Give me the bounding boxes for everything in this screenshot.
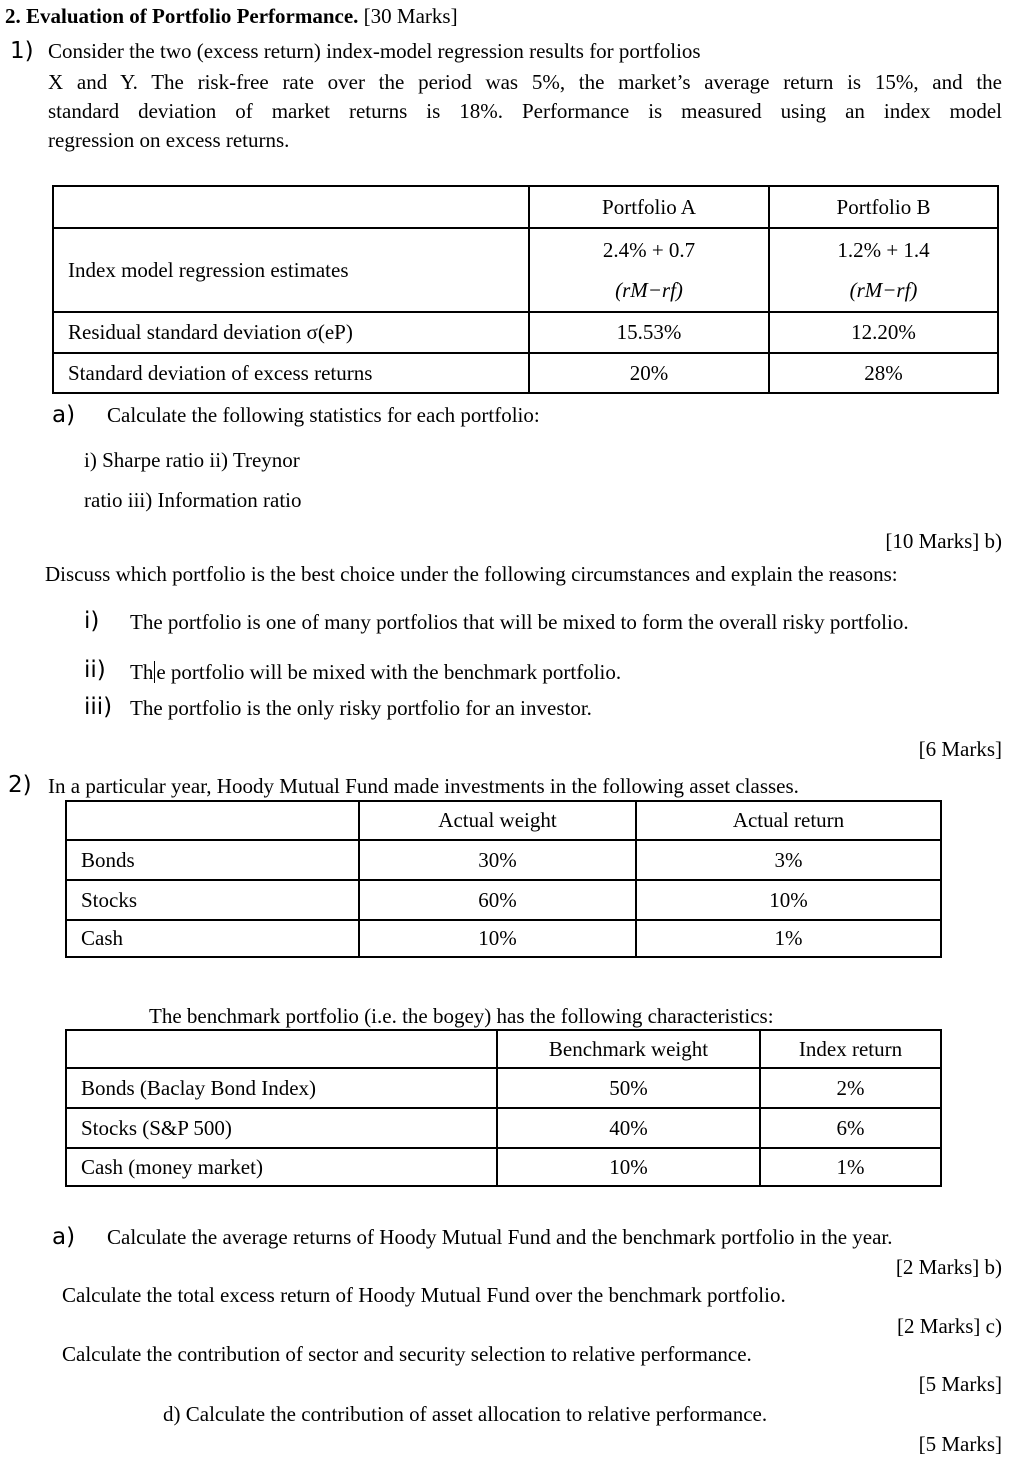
question-b-iii-text: The portfolio is the only risky portfolio for an investor. bbox=[130, 696, 592, 720]
header-benchmark-weight: Benchmark weight bbox=[497, 1030, 760, 1068]
question-a-item2: ratio iii) Information ratio bbox=[84, 488, 302, 512]
question-b-iii-num: iii) bbox=[84, 694, 113, 720]
asset-name: Cash bbox=[66, 920, 359, 957]
asset-weight: 30% bbox=[359, 840, 636, 880]
benchmark-asset: Stocks (S&P 500) bbox=[66, 1108, 497, 1148]
table-header-row bbox=[66, 1030, 941, 1068]
section-header bbox=[5, 6, 458, 27]
section-title: 2. Evaluation of Portfolio Performance. bbox=[5, 4, 359, 28]
asset-return: 1% bbox=[636, 920, 941, 957]
question-b-i-num: i) bbox=[84, 608, 100, 634]
question-b-ii-num: ii) bbox=[84, 657, 106, 683]
subq-b-marks: [2 Marks] c) bbox=[897, 1314, 1002, 1338]
part1-line3: standard deviation of market returns is 18%. Performance is measured using an index model bbox=[48, 99, 1002, 123]
benchmark-weight: 10% bbox=[497, 1148, 760, 1186]
part2-number: 2) bbox=[8, 772, 32, 798]
question-b-ii-text bbox=[130, 661, 621, 683]
ii-text-part1: Th bbox=[130, 660, 154, 684]
index-return: 2% bbox=[760, 1068, 941, 1108]
benchmark-weight: 40% bbox=[497, 1108, 760, 1148]
index-return: 6% bbox=[760, 1108, 941, 1148]
table-row bbox=[66, 840, 941, 880]
ii-text-part2: e portfolio will be mixed with the benchmark portfolio. bbox=[156, 660, 622, 684]
question-b-marks: [6 Marks] bbox=[918, 737, 1002, 761]
cell-value: 15.53% bbox=[529, 312, 769, 353]
subq-c-marks: [5 Marks] bbox=[918, 1372, 1002, 1396]
portfolio-a-estimate bbox=[529, 228, 769, 312]
asset-weight: 10% bbox=[359, 920, 636, 957]
row-label: Standard deviation of excess returns bbox=[53, 353, 529, 393]
table-row bbox=[53, 228, 998, 312]
header-actual-return: Actual return bbox=[636, 801, 941, 840]
portfolio-b-estimate bbox=[769, 228, 998, 312]
table-header-row bbox=[66, 801, 941, 840]
asset-weight: 60% bbox=[359, 880, 636, 920]
subq-d-text: d) Calculate the contribution of asset allocation to relative performance. bbox=[163, 1402, 768, 1426]
part1-line2: X and Y. The risk-free rate over the period was 5%, the market’s average return is 15%, and the bbox=[48, 70, 1002, 94]
section-marks: [30 Marks] bbox=[363, 4, 458, 28]
header-actual-weight: Actual weight bbox=[359, 801, 636, 840]
asset-name: Stocks bbox=[66, 880, 359, 920]
table-row bbox=[66, 1068, 941, 1108]
part2-text: In a particular year, Hoody Mutual Fund made investments in the following asset classes. bbox=[48, 774, 799, 798]
table-row bbox=[66, 1108, 941, 1148]
question-a-label: a) bbox=[52, 402, 76, 428]
table-header-row bbox=[53, 186, 998, 228]
question-a-marks: [10 Marks] b) bbox=[885, 529, 1002, 553]
estimate-b-bottom: (rM−rf) bbox=[849, 278, 918, 302]
header-empty-cell bbox=[53, 186, 529, 228]
table-row bbox=[53, 312, 998, 353]
fund-allocation-table bbox=[65, 800, 942, 958]
header-empty-cell bbox=[66, 1030, 497, 1068]
subq-c-text: Calculate the contribution of sector and security selection to relative performance. bbox=[62, 1342, 752, 1366]
header-index-return: Index return bbox=[760, 1030, 941, 1068]
benchmark-weight: 50% bbox=[497, 1068, 760, 1108]
subq-a-label: a) bbox=[52, 1224, 76, 1250]
estimate-a-top: 2.4% + 0.7 bbox=[602, 238, 696, 262]
part1-number: 1) bbox=[10, 38, 34, 64]
table-row bbox=[66, 880, 941, 920]
benchmark-table bbox=[65, 1029, 942, 1187]
table-row bbox=[66, 1148, 941, 1186]
table-row bbox=[53, 353, 998, 393]
part1-line4: regression on excess returns. bbox=[48, 128, 290, 152]
question-b-i-text: The portfolio is one of many portfolios that will be mixed to form the overall risky portfolio. bbox=[130, 610, 909, 634]
subq-b-text: Calculate the total excess return of Hoody Mutual Fund over the benchmark portfolio. bbox=[62, 1283, 786, 1307]
subq-d-marks: [5 Marks] bbox=[918, 1432, 1002, 1456]
question-a-text: Calculate the following statistics for each portfolio: bbox=[107, 403, 540, 427]
cell-value: 28% bbox=[769, 353, 998, 393]
estimate-a-bottom: (rM−rf) bbox=[615, 278, 683, 302]
subq-a-marks: [2 Marks] b) bbox=[895, 1255, 1002, 1279]
header-empty-cell bbox=[66, 801, 359, 840]
question-a-item1: i) Sharpe ratio ii) Treynor bbox=[84, 448, 300, 472]
benchmark-asset: Bonds (Baclay Bond Index) bbox=[66, 1068, 497, 1108]
question-b-intro: Discuss which portfolio is the best choice under the following circumstances and explain the reasons: bbox=[45, 562, 898, 586]
table-row bbox=[66, 920, 941, 957]
cell-value: 20% bbox=[529, 353, 769, 393]
index-return: 1% bbox=[760, 1148, 941, 1186]
estimate-b-top: 1.2% + 1.4 bbox=[837, 238, 930, 262]
asset-return: 3% bbox=[636, 840, 941, 880]
benchmark-asset: Cash (money market) bbox=[66, 1148, 497, 1186]
cell-value: 12.20% bbox=[769, 312, 998, 353]
row-label: Index model regression estimates bbox=[53, 228, 529, 312]
part1-line1: Consider the two (excess return) index-model regression results for portfolios bbox=[48, 39, 701, 63]
regression-table bbox=[52, 185, 999, 394]
benchmark-intro: The benchmark portfolio (i.e. the bogey) has the following characteristics: bbox=[149, 1004, 774, 1028]
header-portfolio-a: Portfolio A bbox=[529, 186, 769, 228]
row-label: Residual standard deviation σ(eP) bbox=[53, 312, 529, 353]
subq-a-text: Calculate the average returns of Hoody Mutual Fund and the benchmark portfolio in the year. bbox=[107, 1225, 893, 1249]
asset-name: Bonds bbox=[66, 840, 359, 880]
header-portfolio-b: Portfolio B bbox=[769, 186, 998, 228]
asset-return: 10% bbox=[636, 880, 941, 920]
